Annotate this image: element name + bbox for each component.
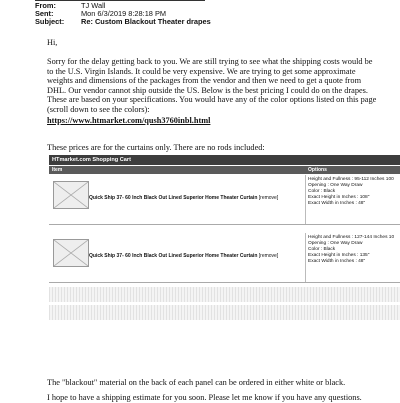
option-line: Color : Black	[308, 247, 336, 253]
product-link-line	[47, 116, 377, 126]
column-item: Item	[52, 167, 63, 173]
cart-faded-area	[49, 305, 400, 320]
option-line: Exact Width in Inches : 48"	[308, 201, 366, 207]
cart-row	[49, 233, 400, 283]
cart-item-options	[308, 235, 394, 265]
remove-link[interactable]: [remove]	[258, 195, 279, 201]
cart-title: HTmarket.com Shopping Cart	[49, 155, 400, 165]
cart-item-name	[89, 195, 278, 201]
row-separator	[49, 282, 400, 283]
shopping-cart	[49, 155, 400, 320]
column-divider	[305, 175, 306, 225]
product-image-placeholder	[53, 239, 89, 267]
column-options: Options	[308, 167, 327, 173]
option-line: Opening : One Way Draw	[308, 241, 363, 247]
cart-faded-area	[49, 287, 400, 302]
paragraph-prices: These prices are for the curtains only. There are no rods included:	[47, 143, 265, 152]
remove-link[interactable]: [remove]	[258, 253, 279, 259]
from-label: From:	[35, 1, 56, 10]
option-line: Color : Black	[308, 189, 336, 195]
sent-value: Mon 6/3/2019 8:28:18 PM	[81, 9, 167, 18]
image-placeholder-icon	[54, 240, 88, 266]
from-value: TJ Wall	[81, 1, 106, 10]
subject-value: Re: Custom Blackout Theater drapes	[81, 17, 211, 26]
row-separator	[49, 224, 400, 225]
paragraph-closing: I hope to have a shipping estimate for you soon. Please let me know if you have any questions.	[47, 393, 362, 402]
product-link[interactable]: https://www.htmarket.com/qush3760inbl.html	[47, 116, 211, 125]
option-line: Exact Height in Inches : 108"	[308, 195, 370, 201]
sent-label: Sent:	[35, 9, 54, 18]
option-line: Exact Height in Inches : 135"	[308, 253, 370, 259]
header-top-rule	[35, 0, 205, 1]
subject-label: Subject:	[35, 17, 65, 26]
product-image-placeholder	[53, 181, 89, 209]
cart-column-header	[49, 166, 400, 174]
greeting: Hi,	[47, 38, 58, 47]
option-line: Opening : One Way Draw	[308, 183, 363, 189]
product-name[interactable]: Quick Ship 37- 60 Inch Black Out Lined Superior Home Theater Curtain	[89, 253, 258, 259]
paragraph-blackout: The "blackout" material on the back of each panel can be ordered in either white or black.	[47, 378, 346, 387]
option-line: Height and Fullness : 127-144 Inches 10	[308, 235, 395, 240]
column-divider	[305, 233, 306, 283]
option-line: Exact Width in Inches : 48"	[308, 259, 366, 265]
paragraph-shipping: Sorry for the delay getting back to you. We are still trying to see what the shipping costs would be to the U.S. Virgin Islands. It could be very expensive. We are trying to get some approximate weights and dimensions of the packages from the vendor and then we need to get a quote from DHL. Our vendor cannot ship outside the US. Below is the best pricing I could do on the drapes. These are based on your specifications. You would have any of the color options listed on this page (scroll down to see the colors):	[47, 57, 377, 114]
cart-item-name	[89, 253, 278, 259]
cart-item-options	[308, 177, 394, 207]
option-line: Height and Fullness : 95-112 Inches 100	[308, 177, 394, 182]
cart-row	[49, 175, 400, 225]
product-name[interactable]: Quick Ship 37- 60 Inch Black Out Lined Superior Home Theater Curtain	[89, 195, 258, 201]
image-placeholder-icon	[54, 182, 88, 208]
